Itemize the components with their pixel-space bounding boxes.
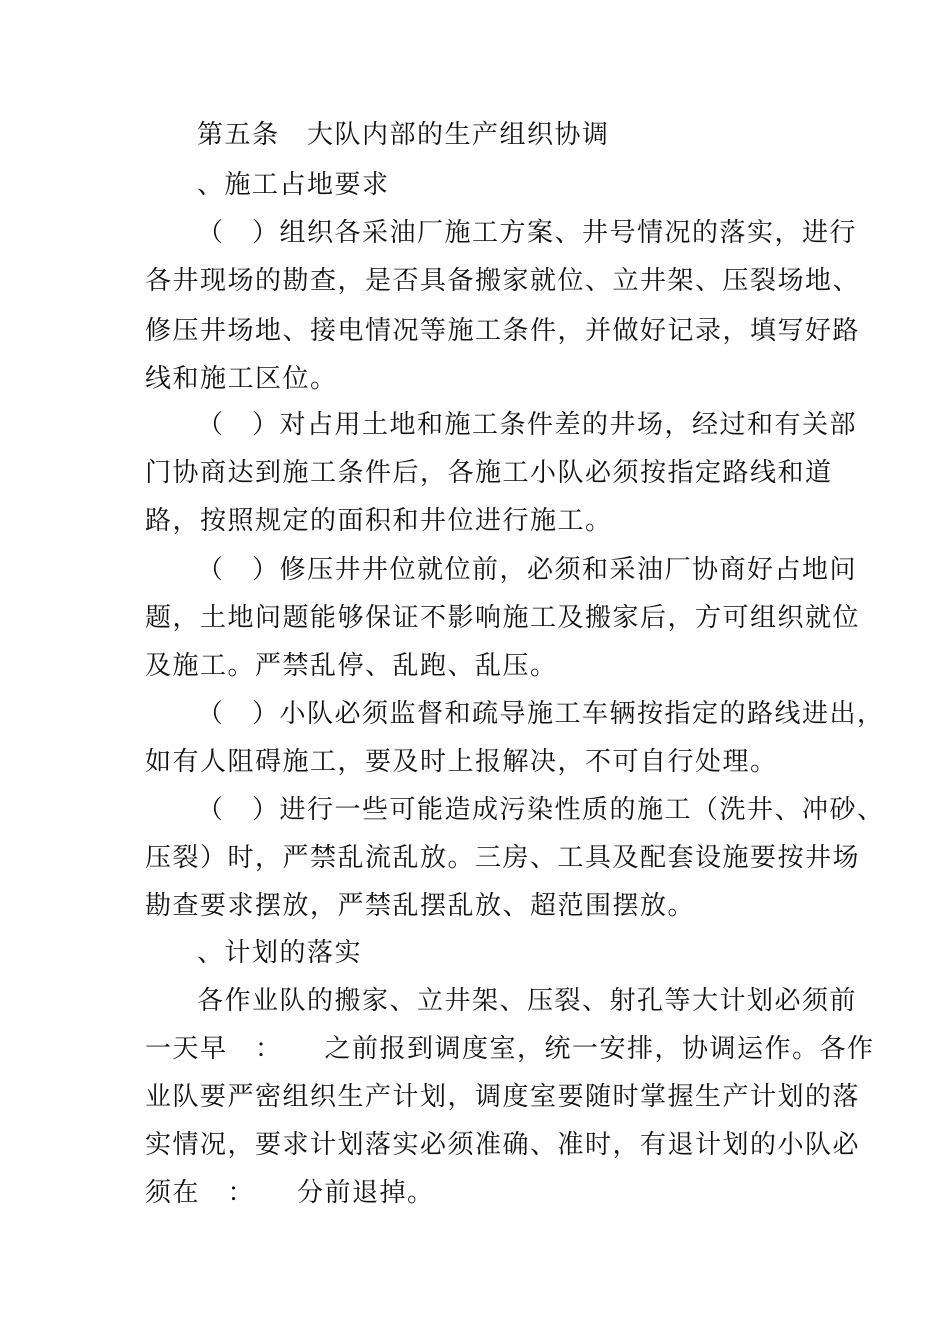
paragraph-line: 勘查要求摆放，严禁乱摆乱放、超范围摆放。 [145, 891, 696, 921]
paragraph-line: 各作业队的搬家、立井架、压裂、射孔等大计划必须前 [197, 986, 858, 1016]
paragraph-line: 须在 ： 分前退掉。 [145, 1178, 435, 1208]
paragraph-line: （ ）修压井井位就位前，必须和采油厂协商好占地问 [197, 555, 858, 585]
section-heading: 、计划的落实 [197, 938, 363, 968]
section-heading: 、施工占地要求 [197, 170, 390, 200]
paragraph-line: 题，土地问题能够保证不影响施工及搬家后，方可组织就位 [145, 603, 861, 633]
paragraph-line: 一天早 ： 之前报到调度室，统一安排，协调运作。各作 [145, 1034, 875, 1064]
paragraph-line: （ ）对占用土地和施工条件差的井场，经过和有关部 [197, 410, 858, 440]
paragraph-line: 实情况，要求计划落实必须准确、准时，有退计划的小队必 [145, 1130, 861, 1160]
paragraph-line: 及施工。严禁乱停、乱跑、乱压。 [145, 651, 558, 681]
paragraph-line: 业队要严密组织生产计划，调度室要随时掌握生产计划的落 [145, 1082, 861, 1112]
paragraph-line: 修压井场地、接电情况等施工条件，并做好记录，填写好路 [145, 316, 861, 346]
paragraph-line: （ ）小队必须监督和疏导施工车辆按指定的路线进出， [197, 699, 885, 729]
paragraph-line: 如有人阻碍施工，要及时上报解决，不可自行处理。 [145, 747, 778, 777]
paragraph-line: 各井现场的勘查，是否具备搬家就位、立井架、压裂场地、 [145, 266, 861, 296]
paragraph-line: 门协商达到施工条件后，各施工小队必须按指定路线和道 [145, 458, 833, 488]
paragraph-line: 线和施工区位。 [145, 364, 338, 394]
paragraph-line: 压裂）时，严禁乱流乱放。三房、工具及配套设施要按井场 [145, 843, 861, 873]
paragraph-line: （ ）组织各采油厂施工方案、井号情况的落实，进行 [197, 218, 858, 248]
article-heading: 第五条 大队内部的生产组织协调 [197, 120, 610, 150]
paragraph-line: 路，按照规定的面积和井位进行施工。 [145, 506, 613, 536]
paragraph-line: （ ）进行一些可能造成污染性质的施工（洗井、冲砂、 [197, 795, 885, 825]
